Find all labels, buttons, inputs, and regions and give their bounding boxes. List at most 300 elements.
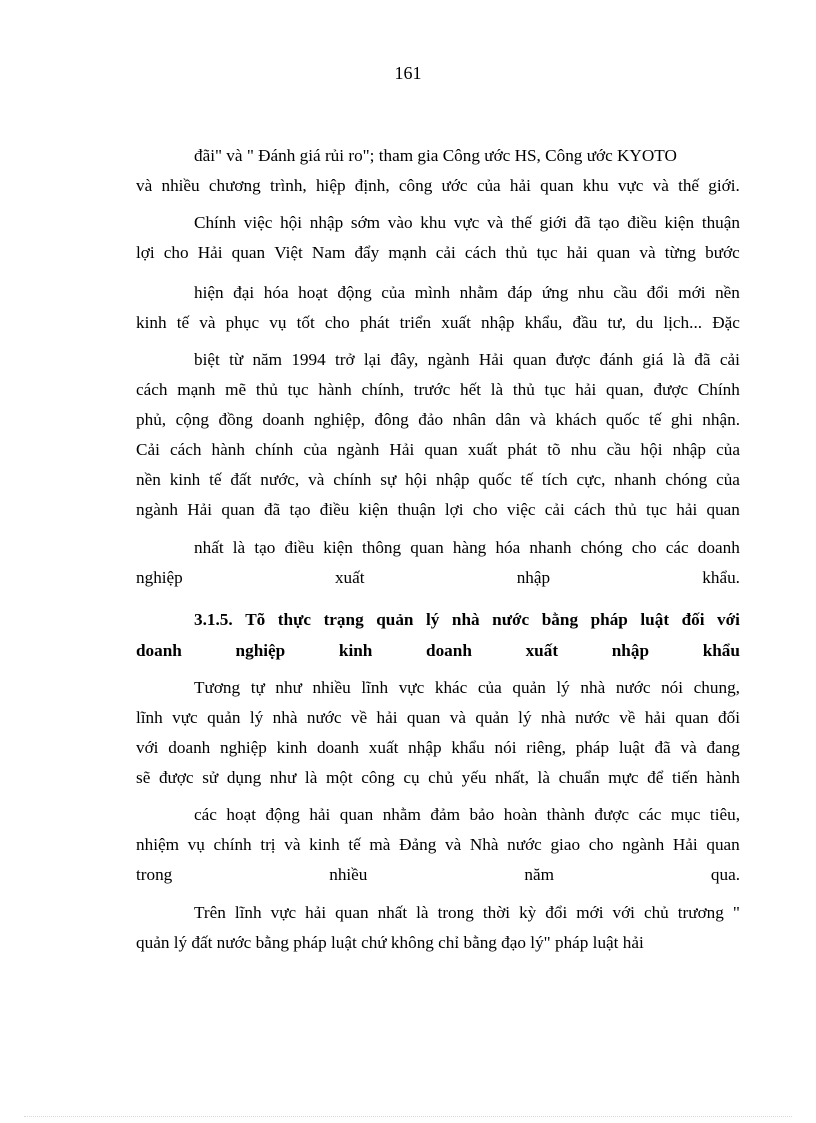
word: Nam <box>311 243 346 262</box>
word: lý <box>556 678 570 697</box>
text-line: quản lý đất nước bằng pháp luật chứ không chỉ bằng đạo lý" pháp luật hải <box>136 933 644 952</box>
word: Đặc <box>712 313 740 332</box>
text-line <box>136 567 740 589</box>
word: hiệp <box>315 176 346 195</box>
word: thế <box>510 213 532 232</box>
word: khẩu. <box>702 568 740 587</box>
page-number: 161 <box>394 63 422 83</box>
word: hóa <box>263 283 289 302</box>
word: Trên <box>194 903 226 922</box>
word: nhất <box>377 903 408 922</box>
word: và <box>639 243 656 262</box>
word: tạo <box>289 500 311 519</box>
word: lợi <box>136 243 155 262</box>
text-line <box>136 409 740 431</box>
word: nhà <box>540 708 566 727</box>
word: nước <box>615 678 651 697</box>
word: cải <box>544 500 565 519</box>
word: kinh <box>309 835 340 854</box>
word: đầu <box>572 313 598 332</box>
word: về <box>619 708 636 727</box>
word: hội <box>405 470 428 489</box>
word: trong <box>437 903 474 922</box>
word: doanh <box>426 641 472 660</box>
text-line <box>136 499 740 521</box>
word: hội <box>280 213 303 232</box>
word: doanh <box>136 641 182 660</box>
word: thuận <box>397 500 436 519</box>
word: quan <box>706 500 740 519</box>
word: triển <box>399 313 432 332</box>
word: đổi <box>646 283 669 302</box>
word: và <box>680 738 697 757</box>
word: quan <box>424 440 458 459</box>
word: xuất <box>368 738 399 757</box>
word: ngành <box>622 835 665 854</box>
word: mà <box>369 835 391 854</box>
word: chóng <box>580 538 623 557</box>
word: dụng <box>226 768 262 787</box>
word: nhập <box>516 568 551 587</box>
word: của <box>477 678 502 697</box>
text-line <box>136 469 740 491</box>
word: tích <box>541 470 568 489</box>
word: xuất <box>467 440 498 459</box>
word: mới <box>576 903 604 922</box>
word: phủ, <box>136 410 167 429</box>
word: được <box>594 805 629 824</box>
word: vực <box>172 708 198 727</box>
word: nhanh <box>614 470 657 489</box>
word: hoạt <box>298 283 328 302</box>
word: cách <box>169 440 202 459</box>
word: quan <box>231 243 266 262</box>
word: nhằm <box>459 283 498 302</box>
word: mục <box>670 805 701 824</box>
word: cải <box>719 350 740 369</box>
word: Chính <box>697 380 740 399</box>
word: quốc <box>606 410 640 429</box>
word: cho <box>163 243 189 262</box>
word: chuẩn <box>558 768 600 787</box>
word: mạnh <box>388 243 427 262</box>
word: nhà <box>580 678 606 697</box>
word: cho <box>588 835 614 854</box>
word: một <box>325 768 353 787</box>
word: khách <box>555 410 597 429</box>
word: khu <box>582 176 609 195</box>
word: đông <box>374 410 409 429</box>
word: tạo <box>598 213 620 232</box>
word: trong <box>136 865 173 884</box>
word: kinh <box>276 738 308 757</box>
word: qua. <box>710 865 740 884</box>
word: trạng <box>323 610 364 629</box>
word: Hải <box>389 440 415 459</box>
word: từng <box>664 243 697 262</box>
section-heading <box>194 609 740 631</box>
word: về <box>350 708 368 727</box>
word: phát <box>359 313 390 332</box>
word: khẩu <box>451 738 485 757</box>
word: cho <box>324 313 350 332</box>
word: cải <box>435 243 456 262</box>
word: chính <box>255 440 294 459</box>
text-line <box>136 737 740 759</box>
text-line <box>136 379 740 401</box>
word: xuất <box>441 313 471 332</box>
word: việc <box>506 500 536 519</box>
word: là <box>490 380 504 399</box>
word: Chính <box>194 213 237 232</box>
word: quốc <box>478 470 512 489</box>
word: nói <box>494 738 517 757</box>
word: thời <box>482 903 511 922</box>
word: với <box>612 903 635 922</box>
word: trương <box>677 903 724 922</box>
word: thế <box>678 176 700 195</box>
text-line <box>194 804 740 826</box>
word: đối <box>718 708 740 727</box>
word: động <box>337 283 372 302</box>
word: pháp <box>590 610 628 629</box>
word: của <box>303 440 328 459</box>
text-line <box>136 439 740 461</box>
word: lại <box>363 350 382 369</box>
word: của <box>716 470 740 489</box>
word: xuất <box>334 568 365 587</box>
word: thủ <box>255 380 278 399</box>
page-bottom-divider <box>24 1116 792 1117</box>
word: hoàn <box>503 805 538 824</box>
word: để <box>647 768 664 787</box>
word: chính <box>333 470 372 489</box>
word: các <box>194 805 217 824</box>
word: trị <box>260 835 276 854</box>
word: tục <box>645 500 667 519</box>
word: quan <box>675 708 709 727</box>
word: tục <box>544 380 566 399</box>
word: cực, <box>576 470 606 489</box>
word: nhiệm <box>136 835 179 854</box>
word: nhập <box>408 738 442 757</box>
word: chính, <box>361 380 404 399</box>
word: lĩnh <box>136 708 163 727</box>
word: doanh <box>316 738 359 757</box>
word: lịch... <box>663 313 703 332</box>
word: các <box>638 805 662 824</box>
word: Hải <box>197 243 223 262</box>
word: lợi <box>444 500 464 519</box>
word: nền <box>715 283 740 302</box>
word: ứng <box>541 283 569 302</box>
word: bằng <box>541 610 579 629</box>
word: kiện <box>358 500 389 519</box>
word: 1994 <box>291 350 326 369</box>
word: khu <box>420 213 447 232</box>
word: lĩnh <box>361 678 389 697</box>
word: của <box>381 283 406 302</box>
word: lĩnh <box>234 903 262 922</box>
word: tế <box>209 470 222 489</box>
word: ngành <box>136 500 179 519</box>
word: và <box>652 176 669 195</box>
word: quan <box>410 538 444 557</box>
word: đáp <box>507 283 533 302</box>
word: đã <box>264 500 281 519</box>
word: chính <box>213 835 252 854</box>
word: tế <box>648 410 662 429</box>
word: hải <box>376 708 398 727</box>
word: nước <box>575 708 610 727</box>
word: nhất <box>194 538 224 557</box>
word: hết <box>459 380 481 399</box>
word: hải <box>509 176 531 195</box>
word: giá <box>642 350 664 369</box>
word: nhập <box>481 313 515 332</box>
word: với <box>717 610 740 629</box>
text-line <box>194 282 740 304</box>
word: vụ <box>269 313 287 332</box>
word: hải <box>575 380 597 399</box>
word: doanh <box>168 738 211 757</box>
word: yếu <box>461 768 487 787</box>
word: dân <box>495 410 521 429</box>
word: sớm <box>350 213 381 232</box>
word: quan <box>513 350 547 369</box>
word: là <box>416 903 429 922</box>
text-line <box>194 537 740 559</box>
word: vực <box>617 176 644 195</box>
word: và <box>529 410 547 429</box>
word: cộng <box>175 410 209 429</box>
word: các <box>665 538 689 557</box>
word: quản <box>475 708 509 727</box>
word: nghiệp, <box>313 410 365 429</box>
word: đảm <box>430 805 460 824</box>
word: đánh <box>599 350 634 369</box>
word: chung, <box>693 678 740 697</box>
word: công <box>398 176 433 195</box>
word: cho <box>472 500 498 519</box>
word: luật <box>618 738 645 757</box>
word: tư, <box>607 313 626 332</box>
word: lý <box>426 610 440 629</box>
word: trình, <box>269 176 307 195</box>
word: đã <box>574 213 591 232</box>
word: và <box>487 213 504 232</box>
word: thành <box>546 805 585 824</box>
word: nhiều <box>312 678 351 697</box>
word: thông <box>361 538 402 557</box>
word: Việt <box>274 243 303 262</box>
word: tõ <box>547 440 561 459</box>
word: sự <box>380 470 397 489</box>
word: quản <box>207 708 241 727</box>
word: nhu <box>570 440 597 459</box>
word: nghiệp <box>136 568 183 587</box>
word: hành <box>318 380 352 399</box>
word: hoạt <box>226 805 256 824</box>
word: nhằm <box>382 805 421 824</box>
word: mạnh <box>177 380 216 399</box>
word: trước <box>413 380 451 399</box>
word: và <box>136 176 153 195</box>
word: kiện <box>323 538 353 557</box>
word: đồng <box>218 410 253 429</box>
word: và <box>199 313 216 332</box>
word: khẩu <box>702 641 740 660</box>
word: tục <box>536 243 558 262</box>
word: và <box>449 708 466 727</box>
word: nhà <box>451 610 480 629</box>
word: cách <box>574 500 606 519</box>
word: chủ <box>428 768 453 787</box>
word: là <box>537 768 550 787</box>
word: với <box>136 738 159 757</box>
word: cách <box>464 243 497 262</box>
word: nước <box>492 610 530 629</box>
word: việc <box>243 213 273 232</box>
word: năm <box>252 350 283 369</box>
word: Tương <box>194 678 241 697</box>
word: thủ <box>512 380 535 399</box>
word: xuất <box>525 641 559 660</box>
word: tiến <box>672 768 698 787</box>
word: Đảng <box>399 835 437 854</box>
text-line <box>194 677 740 699</box>
word: đã <box>654 738 671 757</box>
word: trở <box>334 350 355 369</box>
word: nước <box>507 835 542 854</box>
word: là <box>672 350 686 369</box>
word: quản <box>376 610 414 629</box>
word: nhập <box>672 440 706 459</box>
word: vực <box>453 213 480 232</box>
word: kinh <box>338 641 373 660</box>
word: năm <box>524 865 554 884</box>
word: và <box>444 835 462 854</box>
word: quan <box>221 500 255 519</box>
word: nhân <box>452 410 486 429</box>
word: tục <box>287 380 309 399</box>
word: hải <box>676 500 698 519</box>
word: quan <box>706 835 740 854</box>
text-line: đãi" và " Đánh giá rủi ro"; tham gia Công ước HS, Công ước KYOTO <box>194 146 677 165</box>
word: quan <box>540 176 574 195</box>
text-line <box>194 902 740 924</box>
word: đối <box>681 610 705 629</box>
word: hiện <box>194 283 224 302</box>
word: mẽ <box>225 380 247 399</box>
word: đổi <box>545 903 568 922</box>
word: quan <box>406 708 441 727</box>
word: là <box>304 768 318 787</box>
word: ghi <box>670 410 693 429</box>
word: nhập <box>611 641 650 660</box>
word: tiêu, <box>709 805 740 824</box>
word: quan <box>596 243 631 262</box>
word: như <box>269 768 297 787</box>
word: chóng <box>665 470 708 489</box>
word: hàng <box>452 538 487 557</box>
word: quản <box>512 678 546 697</box>
text-line <box>136 707 740 729</box>
word: hải <box>309 805 331 824</box>
word: tế <box>348 835 361 854</box>
word: doanh <box>697 538 740 557</box>
word: sẽ <box>136 768 151 787</box>
word: Hải <box>672 835 698 854</box>
text-line <box>194 212 740 234</box>
word: nói <box>661 678 684 697</box>
word: như <box>275 678 302 697</box>
word: bảo <box>469 805 495 824</box>
word: được <box>653 380 689 399</box>
word: vực <box>270 903 297 922</box>
word: cụ <box>403 768 420 787</box>
word: cầu <box>606 440 631 459</box>
word: nhận. <box>702 410 740 429</box>
word: cách <box>136 380 168 399</box>
section-heading-line2 <box>136 640 740 662</box>
text-line <box>136 834 740 856</box>
word: tạo <box>254 538 276 557</box>
text-line <box>136 767 740 789</box>
word: đảo <box>418 410 444 429</box>
word: hải <box>566 243 588 262</box>
word: hải <box>305 903 327 922</box>
text-line <box>136 312 740 334</box>
word: cho <box>631 538 657 557</box>
word: hành <box>706 768 740 787</box>
word: được <box>158 768 194 787</box>
word: quan <box>335 903 369 922</box>
word: nhập <box>309 213 344 232</box>
word: luật <box>640 610 670 629</box>
word: được <box>555 350 591 369</box>
word: ngành <box>427 350 470 369</box>
word: 3.1.5. <box>194 610 233 629</box>
word: định, <box>354 176 390 195</box>
word: nước <box>306 708 342 727</box>
word: lý <box>518 708 532 727</box>
word: mực <box>608 768 639 787</box>
word: điều <box>284 538 315 557</box>
word: hành <box>211 440 245 459</box>
word: phát <box>507 440 538 459</box>
word: nghiệp <box>220 738 267 757</box>
word: là <box>232 538 246 557</box>
word: cầu <box>613 283 638 302</box>
word: thuận <box>701 213 740 232</box>
word: nhu <box>577 283 604 302</box>
word: kinh <box>169 470 201 489</box>
word: đây, <box>390 350 419 369</box>
word: động <box>265 805 300 824</box>
word: đất <box>230 470 252 489</box>
word: giao <box>550 835 581 854</box>
word: ước <box>441 176 468 195</box>
word: từ <box>229 350 244 369</box>
text-line <box>136 175 740 197</box>
word: nhanh <box>529 538 572 557</box>
word: sử <box>202 768 219 787</box>
word: đẩy <box>354 243 380 262</box>
word: nhất, <box>495 768 529 787</box>
word: điều <box>627 213 657 232</box>
word: lý <box>249 708 264 727</box>
